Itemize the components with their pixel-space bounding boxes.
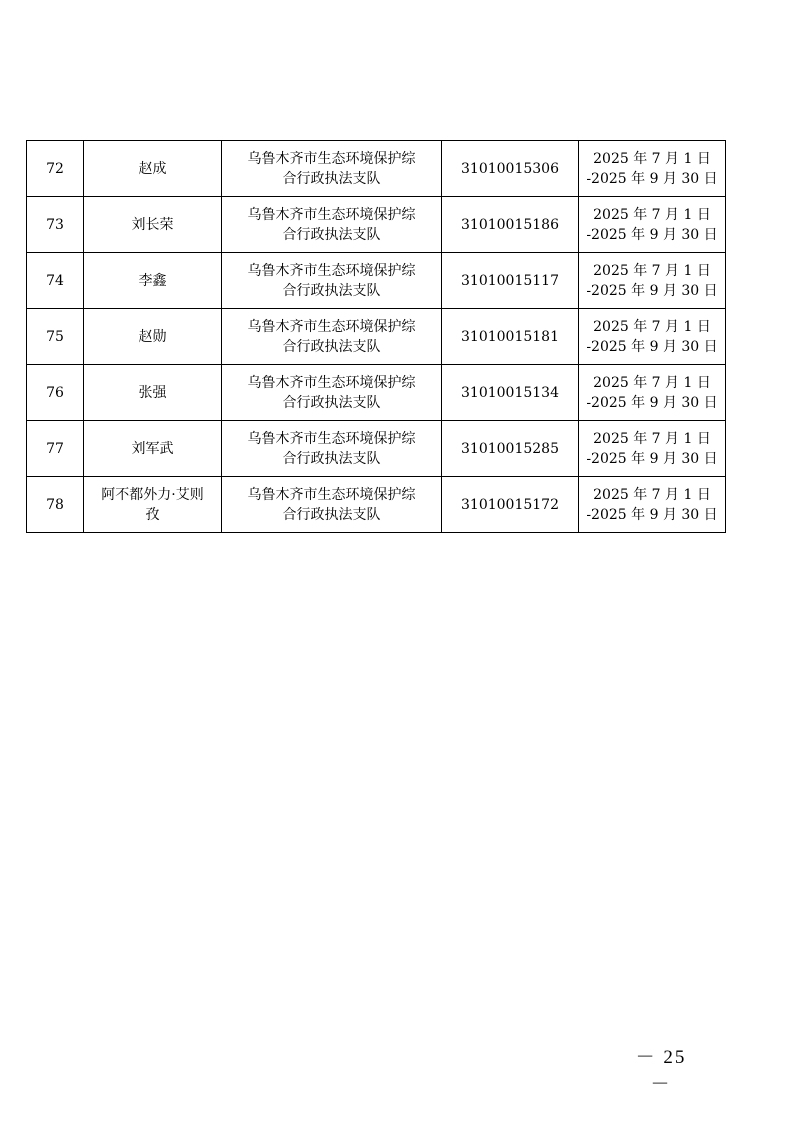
unit-name <box>222 141 442 197</box>
unit-name <box>222 309 442 365</box>
person-name <box>84 365 222 421</box>
person-name-line: 李鑫 <box>138 272 167 289</box>
period-end: -2025 年 9 月 30 日 <box>586 170 718 187</box>
table-row <box>27 141 726 197</box>
personnel-table <box>26 140 726 533</box>
unit-name-line: 乌鲁木齐市生态环境保护综 <box>247 374 416 391</box>
period-start: 2025 年 7 月 1 日 <box>593 374 711 391</box>
unit-name-line: 乌鲁木齐市生态环境保护综 <box>247 318 416 335</box>
person-name <box>84 253 222 309</box>
period-start: 2025 年 7 月 1 日 <box>593 262 711 279</box>
person-name <box>84 197 222 253</box>
table-row <box>27 477 726 533</box>
period-end: -2025 年 9 月 30 日 <box>586 226 718 243</box>
person-name <box>84 477 222 533</box>
page-number: － 25 － <box>635 1047 687 1095</box>
validity-period <box>579 421 726 477</box>
certificate-number: 31010015186 <box>442 197 579 253</box>
table-row <box>27 253 726 309</box>
unit-name-line: 合行政执法支队 <box>282 450 381 467</box>
unit-name-line: 乌鲁木齐市生态环境保护综 <box>247 486 416 503</box>
period-end: -2025 年 9 月 30 日 <box>586 506 718 523</box>
period-start: 2025 年 7 月 1 日 <box>593 150 711 167</box>
unit-name-line: 合行政执法支队 <box>282 506 381 523</box>
validity-period <box>579 477 726 533</box>
unit-name-line: 合行政执法支队 <box>282 338 381 355</box>
person-name-line: 张强 <box>138 384 167 401</box>
unit-name-line: 乌鲁木齐市生态环境保护综 <box>247 150 416 167</box>
person-name <box>84 309 222 365</box>
row-number: 72 <box>27 141 84 197</box>
row-number: 76 <box>27 365 84 421</box>
period-start: 2025 年 7 月 1 日 <box>593 206 711 223</box>
validity-period <box>579 141 726 197</box>
unit-name-line: 合行政执法支队 <box>282 226 381 243</box>
period-start: 2025 年 7 月 1 日 <box>593 430 711 447</box>
certificate-number: 31010015134 <box>442 365 579 421</box>
certificate-number: 31010015285 <box>442 421 579 477</box>
person-name <box>84 421 222 477</box>
unit-name <box>222 197 442 253</box>
validity-period <box>579 197 726 253</box>
personnel-table-body <box>27 141 726 533</box>
unit-name-line: 乌鲁木齐市生态环境保护综 <box>247 430 416 447</box>
row-number: 75 <box>27 309 84 365</box>
unit-name-line: 乌鲁木齐市生态环境保护综 <box>247 262 416 279</box>
unit-name <box>222 477 442 533</box>
row-number: 78 <box>27 477 84 533</box>
row-number: 73 <box>27 197 84 253</box>
period-end: -2025 年 9 月 30 日 <box>586 338 718 355</box>
period-start: 2025 年 7 月 1 日 <box>593 486 711 503</box>
person-name-line: 刘长荣 <box>131 216 174 233</box>
period-end: -2025 年 9 月 30 日 <box>586 394 718 411</box>
unit-name <box>222 365 442 421</box>
period-end: -2025 年 9 月 30 日 <box>586 282 718 299</box>
certificate-number: 31010015181 <box>442 309 579 365</box>
validity-period <box>579 365 726 421</box>
validity-period <box>579 309 726 365</box>
table-row <box>27 309 726 365</box>
person-name-line: 赵勋 <box>138 328 167 345</box>
person-name-line: 刘军武 <box>131 440 174 457</box>
unit-name-line: 合行政执法支队 <box>282 282 381 299</box>
table-row <box>27 197 726 253</box>
certificate-number: 31010015306 <box>442 141 579 197</box>
certificate-number: 31010015172 <box>442 477 579 533</box>
row-number: 77 <box>27 421 84 477</box>
row-number: 74 <box>27 253 84 309</box>
unit-name-line: 合行政执法支队 <box>282 170 381 187</box>
period-start: 2025 年 7 月 1 日 <box>593 318 711 335</box>
validity-period <box>579 253 726 309</box>
period-end: -2025 年 9 月 30 日 <box>586 450 718 467</box>
unit-name <box>222 253 442 309</box>
certificate-number: 31010015117 <box>442 253 579 309</box>
table-row <box>27 421 726 477</box>
unit-name <box>222 421 442 477</box>
person-name <box>84 141 222 197</box>
unit-name-line: 乌鲁木齐市生态环境保护综 <box>247 206 416 223</box>
person-name-line: 赵成 <box>138 160 167 177</box>
person-name-line: 阿不都外力·艾则 <box>101 486 204 503</box>
unit-name-line: 合行政执法支队 <box>282 394 381 411</box>
person-name-line: 孜 <box>145 506 160 523</box>
table-row <box>27 365 726 421</box>
